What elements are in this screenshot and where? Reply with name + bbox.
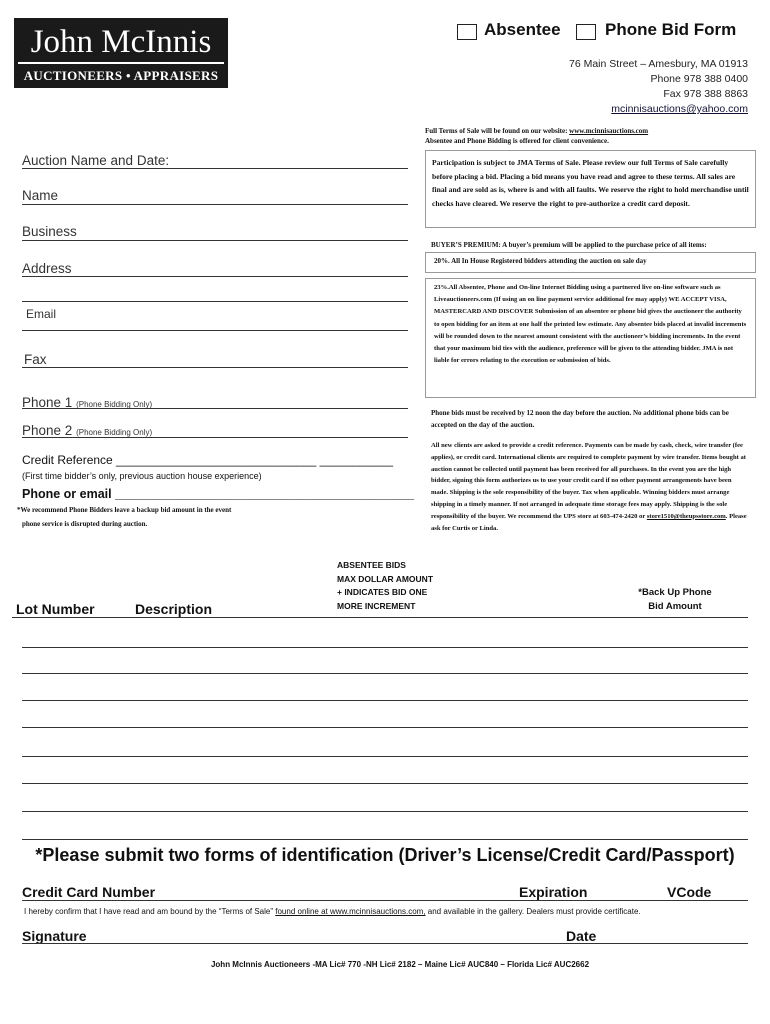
terms-intro (425, 126, 755, 146)
signature-label: Signature (22, 928, 87, 944)
bid-row[interactable] (22, 727, 748, 728)
absentee-bids-line4: MORE INCREMENT (337, 600, 416, 611)
premium-20-box (425, 252, 756, 273)
fax-field[interactable] (22, 367, 408, 368)
date-label: Date (566, 928, 597, 944)
phone-bid-form-label: Phone Bid Form (605, 20, 737, 39)
terms-intro-text: Full Terms of Sale will be found on our website: (425, 127, 570, 135)
bid-row[interactable] (22, 647, 748, 648)
bid-row[interactable] (22, 783, 748, 784)
phone-bids-text: Phone bids must be received by 12 noon the day before the auction. No additional phone bids can be accepted on the day of the auction. (431, 409, 729, 429)
business-field[interactable] (22, 240, 408, 241)
ask-for-text: . Please ask for Curtis or Linda. (431, 512, 747, 532)
new-clients-body: All new clients are asked to provide a credit reference. Payments can be made by cash, check, wire transfer (fee applies), or credit card. International clients are required to complete payment by wire transfer. Items bought at auction cannot be collected until payment has been received for all purchases. In the event you are the high bidder, signing this form authorizes us to use your credit card if no other payment arrangements have been made. Shipping is the sole responsibility of the buyer. Tax when applicable. Winning bidders must arrange shipping in a timely manner. If not arranged in adequate time storage fees may apply. Shipping is the sole responsibility of the buyer. We recommend the UPS store at 603-474-2420 or (431, 442, 746, 520)
premium-23-box (425, 278, 756, 398)
address-block (569, 57, 748, 117)
company-logo (14, 18, 228, 88)
contact-email[interactable]: mcinnisauctions@yahoo.com (611, 103, 748, 115)
confirmation-statement (24, 907, 641, 916)
website-link[interactable]: www.mcinnisauctions.com (569, 127, 649, 135)
credit-card-field[interactable] (22, 900, 748, 901)
email-field[interactable] (22, 330, 408, 331)
absentee-bids-line3: + INDICATES BID ONE (337, 587, 428, 597)
address-field[interactable] (22, 276, 408, 277)
absentee-label: Absentee (484, 20, 561, 39)
phone-number: Phone 978 388 0400 (650, 73, 748, 85)
ups-email-link[interactable]: store1510@theupsstore.com (646, 512, 726, 520)
credit-reference-note: (First time bidder’s only, previous auction house experience) (22, 471, 262, 481)
participation-text: Participation is subject to JMA Terms of Sale. Please review our full Terms of Sale carefully before placing a bid. Placing a bid means you have read and agree to these terms. All sales are final and are sold as is, where is and with all faults. We reserve the right to hold merchandise until checks have cleared. We reserve the right to pre-authorize a credit card deposit. (432, 158, 749, 208)
name-field[interactable] (22, 204, 408, 205)
absentee-checkbox[interactable] (457, 24, 477, 40)
phone2-text: Phone 2 (22, 423, 73, 438)
address-label: Address (22, 261, 72, 276)
backup-bid-line1: *Back Up Phone (638, 587, 712, 598)
credit-card-number-label: Credit Card Number (22, 884, 156, 900)
bid-row[interactable] (22, 756, 748, 757)
bid-row[interactable] (22, 811, 748, 812)
phone1-text: Phone 1 (22, 395, 73, 410)
backup-note-line2: phone service is disrupted during auction. (22, 520, 148, 528)
phone-or-email-field[interactable]: Phone or email ___________________________________________ (22, 487, 415, 501)
bid-table-header-rule (12, 617, 748, 618)
new-clients-text (431, 440, 749, 534)
license-line: John McInnis Auctioneers -MA Lic# 770 -NH Lic# 2182 – Maine Lic# AUC840 – Florida Lic# AUC2662 (210, 960, 590, 969)
lot-number-header: Lot Number (16, 601, 95, 617)
phone-bid-checkbox[interactable] (576, 24, 596, 40)
backup-bid-line2: Bid Amount (648, 601, 702, 612)
premium-20-text: 20%. All In House Registered bidders attending the auction on sale day (434, 257, 647, 265)
phone1-note: (Phone Bidding Only) (76, 400, 153, 409)
phone2-label (22, 423, 152, 438)
bid-row[interactable] (22, 839, 748, 840)
bid-row[interactable] (22, 673, 748, 674)
absentee-bids-line2: MAX DOLLAR AMOUNT (337, 573, 434, 584)
participation-terms-box (425, 150, 756, 228)
address-field-line2[interactable] (22, 301, 408, 302)
logo-tagline: AUCTIONEERS • APPRAISERS (23, 68, 219, 83)
confirm-suffix: and available in the gallery. Dealers must provide certificate. (425, 907, 641, 916)
auction-name-field[interactable] (22, 168, 408, 169)
backup-bid-header (620, 586, 730, 614)
premium-23-text: 23%.All Absentee, Phone and On-line Internet Bidding using a partnered live on-line software such as Liveauctioneers.com (If using an on line payment service additional fee may apply) WE ACCEPT VISA, MASTERCARD AND DISCOVER Submission of an absentee or phone bid gives the auctioneer the authority to open bidding for an item at one half the printed low estimate. Any absentee bids placed at invalid increments will be rounded down to the nearest amount consistent with the auctioneer’s bidding increments. In the event that your maximum bid ties with the audience, preference will be given to the attending bidder. JMA is not liable for errors relating to the execution or submission of bids. (434, 284, 747, 365)
street-address: 76 Main Street – Amesbury, MA 01913 (569, 58, 748, 70)
phone1-field[interactable] (22, 408, 408, 409)
buyers-premium-text: BUYER’S PREMIUM: A buyer’s premium will be applied to the purchase price of all items: (431, 241, 707, 249)
business-label: Business (22, 224, 77, 239)
fax-number: Fax 978 388 8863 (663, 88, 748, 100)
auction-name-label: Auction Name and Date: (22, 153, 170, 168)
fax-label: Fax (24, 352, 47, 367)
credit-reference-field[interactable]: Credit Reference ______________________________ ___________ (22, 453, 394, 467)
identification-notice: *Please submit two forms of identification (Driver’s License/Credit Card/Passport) (35, 845, 735, 865)
logo-rule (18, 62, 224, 64)
absentee-bids-header (337, 559, 433, 613)
backup-note: *We recommend Phone Bidders leave a backup bid amount in the event (17, 506, 232, 514)
terms-intro-line2: Absentee and Phone Bidding is offered for client convenience. (425, 137, 609, 145)
name-label: Name (22, 188, 59, 203)
bid-row[interactable] (22, 700, 748, 701)
confirm-website-link[interactable]: found online at www.mcinnisauctions.com, (275, 907, 426, 916)
logo-name: John McInnis (30, 24, 212, 60)
phone2-field[interactable] (22, 437, 408, 438)
description-header: Description (135, 601, 213, 617)
phone2-note: (Phone Bidding Only) (76, 428, 153, 437)
vcode-label: VCode (667, 884, 712, 900)
email-label: Email (26, 307, 57, 321)
absentee-bids-line1: ABSENTEE BIDS (337, 560, 406, 570)
signature-field[interactable] (22, 943, 748, 944)
confirm-prefix: I hereby confirm that I have read and am bound by the “Terms of Sale” (24, 907, 276, 916)
expiration-label: Expiration (519, 884, 588, 900)
